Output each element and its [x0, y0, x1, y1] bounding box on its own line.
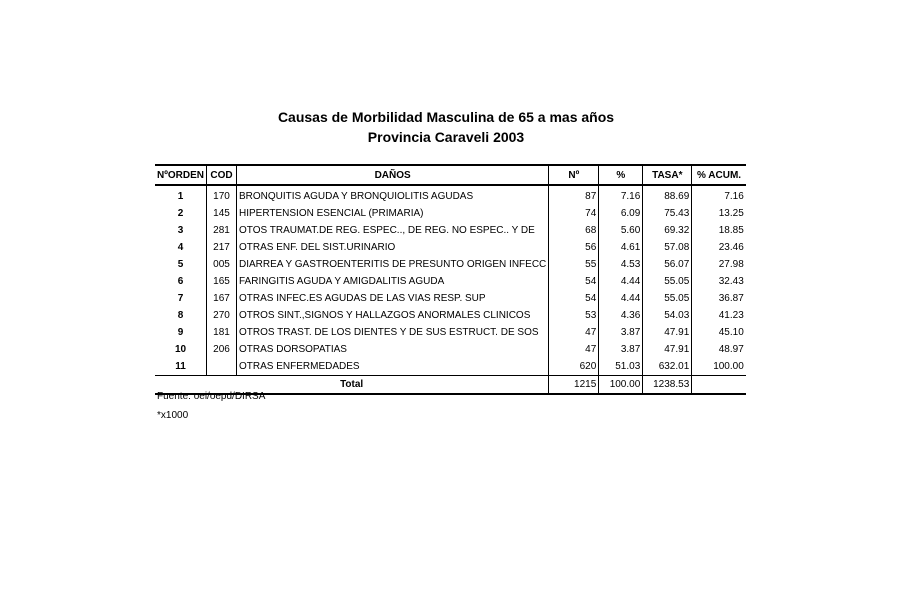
cell-tasa: 47.91	[643, 341, 692, 358]
cell-dano: OTRAS ENF. DEL SIST.URINARIO	[237, 239, 549, 256]
cell-dano: OTRAS DORSOPATIAS	[237, 341, 549, 358]
table-row	[155, 358, 746, 376]
cell-acum: 13.25	[692, 205, 746, 222]
cell-n: 54	[549, 290, 599, 307]
cell-n: 47	[549, 341, 599, 358]
table-row	[155, 307, 746, 324]
cell-pct: 3.87	[599, 324, 643, 341]
cell-tasa: 56.07	[643, 256, 692, 273]
cell-dano: OTROS SINT.,SIGNOS Y HALLAZGOS ANORMALES CLINICOS	[237, 307, 549, 324]
cell-n: 68	[549, 222, 599, 239]
cell-dano: OTOS TRAUMAT.DE REG. ESPEC.., DE REG. NO ESPEC.. Y DE	[237, 222, 549, 239]
cell-orden: 10	[174, 344, 187, 355]
cell-cod: 217	[207, 239, 237, 256]
cell-cod: 005	[207, 256, 237, 273]
cell-acum: 48.97	[692, 341, 746, 358]
cell-pct: 7.16	[599, 185, 643, 205]
cell-n: 74	[549, 205, 599, 222]
total-pct: 100.00	[599, 376, 643, 395]
cell-cod: 170	[207, 185, 237, 205]
cell-cod: 270	[207, 307, 237, 324]
table-row	[155, 273, 746, 290]
cell-pct: 4.53	[599, 256, 643, 273]
cell-n: 47	[549, 324, 599, 341]
cell-orden: 7	[177, 293, 184, 304]
cell-cod: 165	[207, 273, 237, 290]
cell-acum: 7.16	[692, 185, 746, 205]
cell-n: 620	[549, 358, 599, 376]
cell-acum: 18.85	[692, 222, 746, 239]
cell-acum: 100.00	[692, 358, 746, 376]
cell-n: 53	[549, 307, 599, 324]
morbidity-table	[155, 164, 746, 395]
header-n: Nº	[549, 165, 599, 185]
table-row	[155, 239, 746, 256]
report-subtitle: Provincia Caraveli 2003	[367, 129, 525, 145]
header-cod: COD	[207, 165, 237, 185]
header-pct: %	[599, 165, 643, 185]
cell-tasa: 75.43	[643, 205, 692, 222]
cell-cod: 181	[207, 324, 237, 341]
header-tasa: TASA*	[643, 165, 692, 185]
cell-tasa: 54.03	[643, 307, 692, 324]
cell-dano: BRONQUITIS AGUDA Y BRONQUIOLITIS AGUDAS	[237, 185, 549, 205]
cell-pct: 4.44	[599, 290, 643, 307]
cell-orden: 9	[177, 327, 184, 338]
cell-cod: 145	[207, 205, 237, 222]
header-acum: % ACUM.	[692, 165, 746, 185]
cell-tasa: 57.08	[643, 239, 692, 256]
cell-acum: 27.98	[692, 256, 746, 273]
cell-orden: 4	[177, 242, 184, 253]
cell-n: 87	[549, 185, 599, 205]
cell-cod: 206	[207, 341, 237, 358]
table-row	[155, 324, 746, 341]
cell-dano: OTRAS INFEC.ES AGUDAS DE LAS VIAS RESP. SUP	[237, 290, 549, 307]
cell-orden: 2	[177, 208, 184, 219]
cell-tasa: 632.01	[643, 358, 692, 376]
cell-orden: 5	[177, 259, 184, 270]
cell-pct: 4.44	[599, 273, 643, 290]
cell-acum: 32.43	[692, 273, 746, 290]
cell-n: 55	[549, 256, 599, 273]
cell-dano: HIPERTENSION ESENCIAL (PRIMARIA)	[237, 205, 549, 222]
cell-dano: DIARREA Y GASTROENTERITIS DE PRESUNTO ORIGEN INFECC	[237, 256, 549, 273]
table-row	[155, 222, 746, 239]
cell-acum: 45.10	[692, 324, 746, 341]
cell-orden: 6	[177, 276, 184, 287]
cell-orden: 3	[177, 225, 184, 236]
title-block	[0, 107, 892, 147]
cell-cod: 167	[207, 290, 237, 307]
cell-pct: 6.09	[599, 205, 643, 222]
cell-acum: 23.46	[692, 239, 746, 256]
cell-cod	[207, 358, 237, 376]
cell-acum: 41.23	[692, 307, 746, 324]
cell-acum: 36.87	[692, 290, 746, 307]
header-danos: DAÑOS	[237, 165, 549, 185]
source-note: Fuente: oei/oepd/DIRSA	[157, 391, 266, 402]
footnote: *x1000	[157, 410, 189, 421]
report-title: Causas de Morbilidad Masculina de 65 a mas años	[277, 109, 615, 125]
cell-orden: 1	[177, 191, 184, 202]
cell-dano: OTRAS ENFERMEDADES	[237, 358, 549, 376]
total-n: 1215	[549, 376, 599, 395]
cell-tasa: 88.69	[643, 185, 692, 205]
total-acum	[692, 376, 746, 395]
table-row	[155, 205, 746, 222]
cell-pct: 4.61	[599, 239, 643, 256]
table-row	[155, 341, 746, 358]
cell-pct: 51.03	[599, 358, 643, 376]
cell-tasa: 69.32	[643, 222, 692, 239]
total-label: Total	[155, 376, 549, 395]
cell-dano: OTROS TRAST. DE LOS DIENTES Y DE SUS ESTRUCT. DE SOS	[237, 324, 549, 341]
cell-cod: 281	[207, 222, 237, 239]
header-orden: NºORDEN	[155, 165, 207, 185]
total-tasa: 1238.53	[643, 376, 692, 395]
cell-tasa: 47.91	[643, 324, 692, 341]
cell-pct: 3.87	[599, 341, 643, 358]
cell-pct: 4.36	[599, 307, 643, 324]
cell-n: 54	[549, 273, 599, 290]
table-row	[155, 256, 746, 273]
cell-tasa: 55.05	[643, 273, 692, 290]
table-header-row	[155, 165, 746, 185]
table-row	[155, 290, 746, 307]
cell-n: 56	[549, 239, 599, 256]
cell-dano: FARINGITIS AGUDA Y AMIGDALITIS AGUDA	[237, 273, 549, 290]
cell-pct: 5.60	[599, 222, 643, 239]
cell-orden: 8	[177, 310, 184, 321]
cell-orden: 11	[155, 358, 207, 376]
cell-tasa: 55.05	[643, 290, 692, 307]
table-row	[155, 185, 746, 205]
